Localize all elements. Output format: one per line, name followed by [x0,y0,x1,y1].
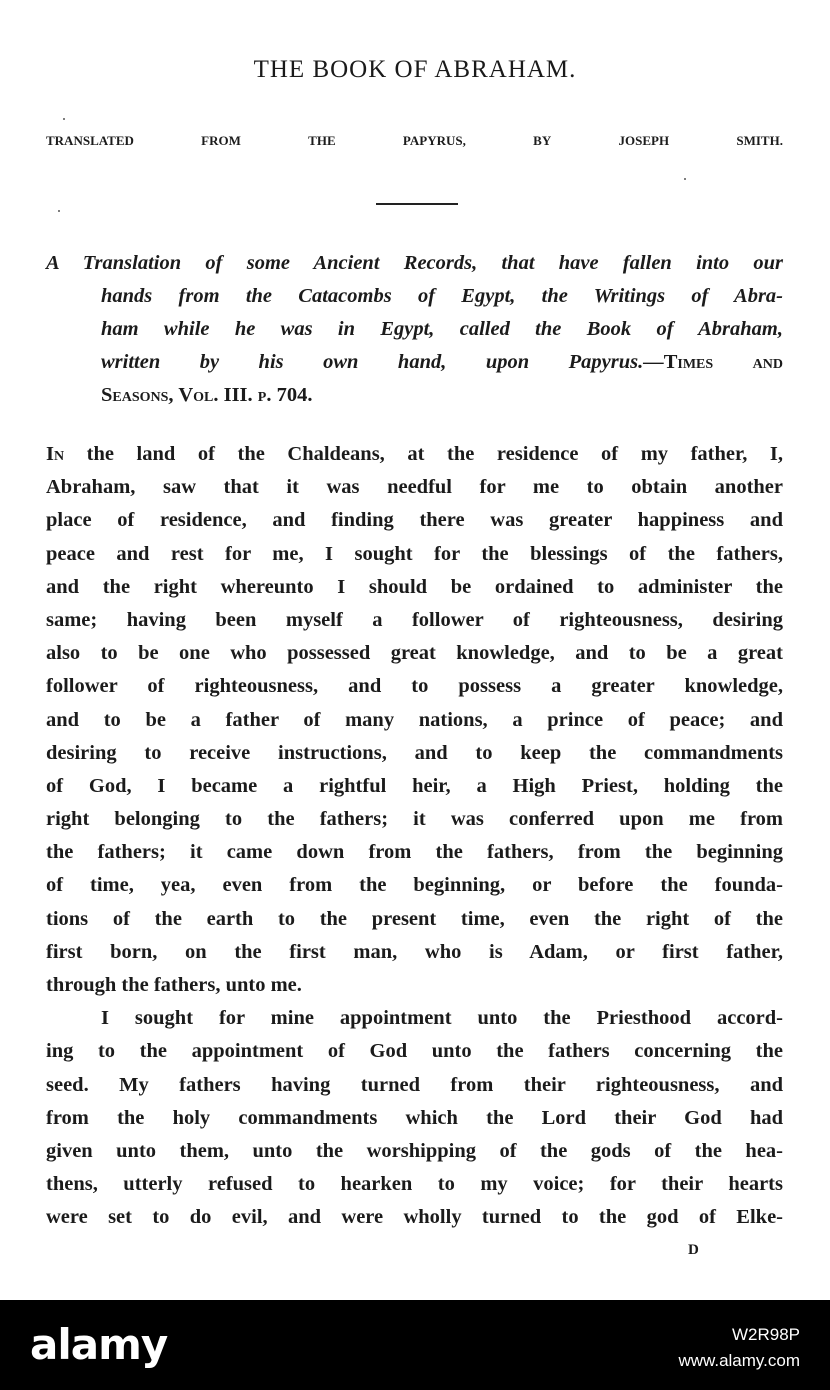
intro-paragraph [46,247,783,412]
subtitle-word: THE [308,133,336,148]
site-url: www.alamy.com [678,1351,800,1370]
stock-info [678,1322,800,1374]
body-line: same; having been myself a follower of righteousness, desiring [46,608,783,631]
body-line: right belonging to the fathers; it was conferred upon me from [46,808,783,831]
body-line: were set to do evil, and were wholly turned to the god of Elke- [46,1206,783,1229]
subtitle-word: PAPYRUS, [402,133,466,148]
subtitle-word: BY [533,133,552,148]
intro-line: ham while he was in Egypt, called the Book of Abraham, [101,318,783,340]
alamy-logo: alamy [30,1320,168,1369]
subtitle-word: SMITH. [736,133,783,148]
body-line: ing to the appointment of God unto the fathers concerning the [46,1040,783,1063]
body-text [46,438,783,1235]
body-line: through the fathers, unto me. [46,974,302,996]
citation-volume: Vol. III. p. 704. [178,384,313,406]
body-line: first born, on the first man, who is Adam, or first father, [46,940,783,963]
body-line: follower of righteousness, and to possess a greater knowledge, [46,675,783,698]
intro-line: written by his own hand, upon Papyrus.— [101,351,664,373]
body-line: from the holy commandments which the Lord their God had [46,1106,783,1129]
subtitle-word: FROM [201,133,241,148]
body-line: and the right whereunto I should be ordained to administer the [46,575,783,598]
section-divider [376,203,458,205]
citation-seasons: Seasons, [101,384,179,406]
intro-line: A Translation of some Ancient Records, that have fallen into our [46,252,783,274]
body-line: seed. My fathers having turned from their righteousness, and [46,1073,783,1096]
body-dropcap: In [46,443,65,465]
page-title: THE BOOK OF ABRAHAM. [253,56,577,83]
image-id: W2R98P [731,1325,800,1344]
intro-line: hands from the Catacombs of Egypt, the Writings of Abra- [101,285,783,307]
print-speck [684,178,686,180]
body-line: of God, I became a rightful heir, a High Priest, holding the [46,774,783,797]
body-line: tions of the earth to the present time, even the right of the [46,907,783,930]
body-line: I sought for mine appointment unto the Priesthood accord- [101,1007,783,1030]
body-line: of time, yea, even from the beginning, or before the founda- [46,874,783,897]
intro-line-with-citation [46,346,783,379]
subtitle-word: TRANSLATED [46,133,134,148]
body-line: peace and rest for me, I sought for the blessings of the fathers, [46,542,783,565]
body-line: given unto them, unto the worshipping of the gods of the hea- [46,1139,783,1162]
subtitle-word: JOSEPH [618,133,670,148]
body-line-text: the land of the Chaldeans, at the residence of my father, I, [64,443,783,465]
body-line: desiring to receive instructions, and to keep the commandments [46,741,783,764]
body-line: thens, utterly refused to hearken to my voice; for their hearts [46,1173,783,1196]
body-line [46,438,783,471]
body-line: and to be a father of many nations, a prince of peace; and [46,708,783,731]
body-line: place of residence, and finding there was greater happiness and [46,509,783,532]
intro-citation-line [46,379,783,412]
signature-mark: D [688,1242,699,1258]
watermark-bar [0,1300,830,1390]
page-subtitle [46,133,783,149]
print-speck [58,210,60,212]
body-line: also to be one who possessed great knowledge, and to be a great [46,642,783,665]
citation-times-and: Times and [663,351,783,373]
body-line: the fathers; it came down from the fathers, from the beginning [46,841,783,864]
print-speck [63,118,65,120]
body-line: Abraham, saw that it was needful for me to obtain another [46,476,783,499]
